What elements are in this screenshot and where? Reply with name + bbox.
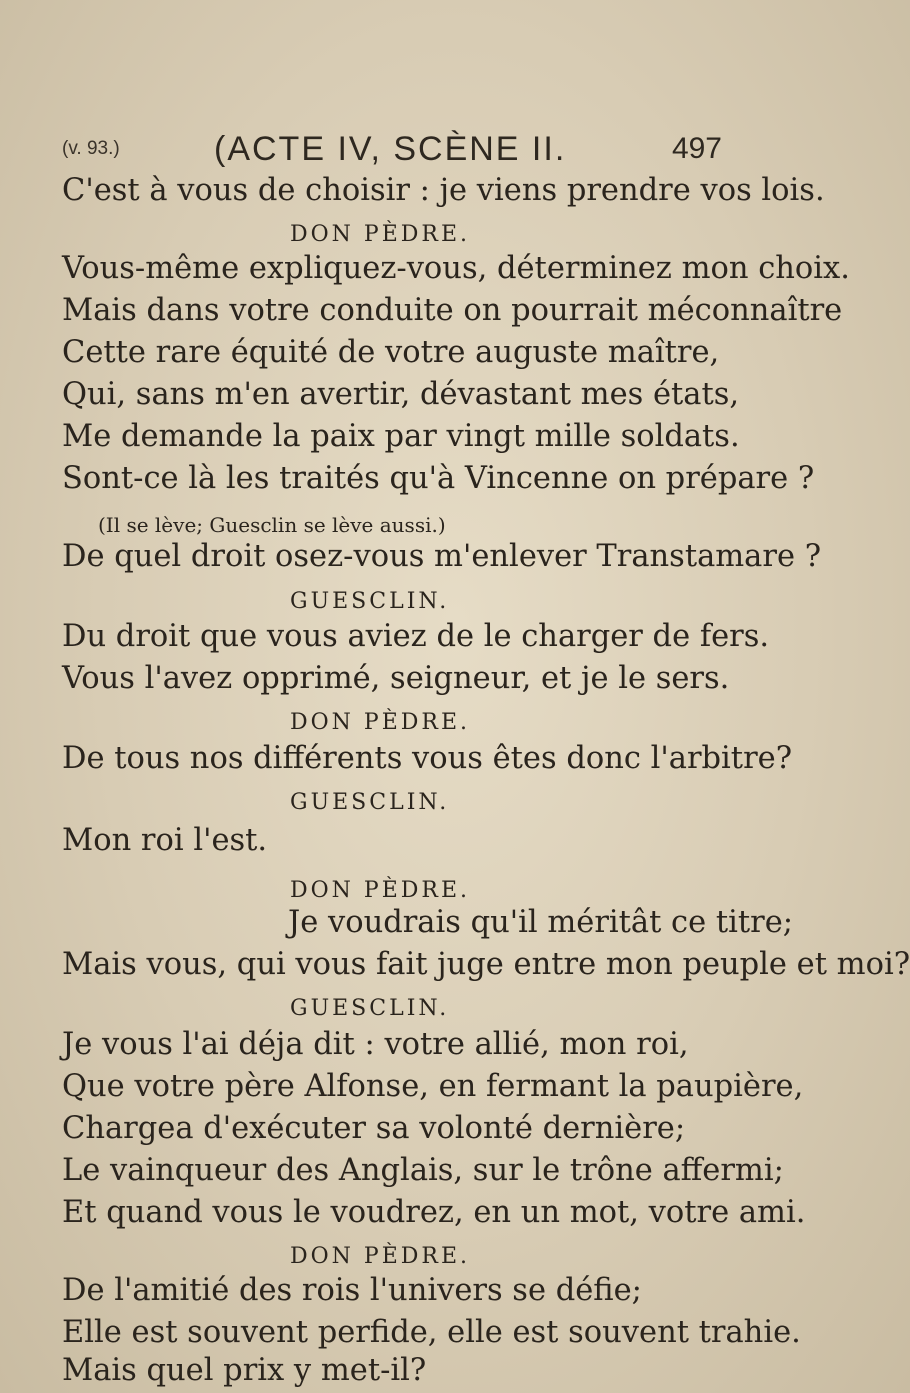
verse-line: Mais quel prix y met-il?	[62, 1353, 427, 1388]
speaker-name: DON PÈDRE.	[290, 878, 471, 903]
verse-line: Du droit que vous aviez de le charger de fers.	[62, 619, 770, 654]
verse-line: Mais dans votre conduite on pourrait méconnaître	[62, 293, 843, 328]
verse-line: Mon roi l'est.	[62, 823, 268, 858]
verse-line: Elle est souvent perfide, elle est souvent trahie.	[62, 1315, 801, 1350]
speaker-name: GUESCLIN.	[290, 996, 450, 1021]
speaker-name: DON PÈDRE.	[290, 222, 471, 247]
verse-line: Je voudrais qu'il méritât ce titre;	[288, 905, 794, 940]
verse-line: C'est à vous de choisir : je viens prendre vos lois.	[62, 173, 825, 208]
verse-line: De tous nos différents vous êtes donc l'arbitre?	[62, 741, 793, 776]
stage-direction: (Il se lève; Guesclin se lève aussi.)	[98, 513, 446, 537]
page-number: 497	[671, 132, 722, 165]
speaker-name: GUESCLIN.	[290, 589, 450, 614]
speaker-name: DON PÈDRE.	[290, 1244, 471, 1269]
speaker-name: DON PÈDRE.	[290, 710, 471, 735]
verse-line: Que votre père Alfonse, en fermant la paupière,	[62, 1069, 804, 1104]
speaker-name: GUESCLIN.	[290, 790, 450, 815]
verse-reference: (v. 93.)	[62, 138, 120, 159]
verse-line: Mais vous, qui vous fait juge entre mon peuple et moi?	[62, 947, 910, 982]
verse-line: De l'amitié des rois l'univers se défie;	[62, 1273, 642, 1308]
verse-line: Vous-même expliquez-vous, déterminez mon choix.	[62, 251, 850, 286]
act-scene-title: (ACTE IV, SCÈNE II.	[214, 130, 567, 168]
verse-line: Me demande la paix par vingt mille soldats.	[62, 419, 740, 454]
verse-line: Chargea d'exécuter sa volonté dernière;	[62, 1111, 686, 1146]
verse-line: De quel droit osez-vous m'enlever Transtamare ?	[62, 539, 822, 574]
verse-line: Cette rare équité de votre auguste maître,	[62, 335, 720, 370]
verse-line: Et quand vous le voudrez, en un mot, votre ami.	[62, 1195, 806, 1230]
running-header	[62, 130, 722, 170]
verse-line: Qui, sans m'en avertir, dévastant mes états,	[62, 377, 740, 412]
verse-line: Sont-ce là les traités qu'à Vincenne on prépare ?	[62, 461, 815, 496]
verse-line: Le vainqueur des Anglais, sur le trône affermi;	[62, 1153, 784, 1188]
verse-line: Je vous l'ai déja dit : votre allié, mon roi,	[62, 1027, 689, 1062]
verse-line: Vous l'avez opprimé, seigneur, et je le sers.	[62, 661, 730, 696]
